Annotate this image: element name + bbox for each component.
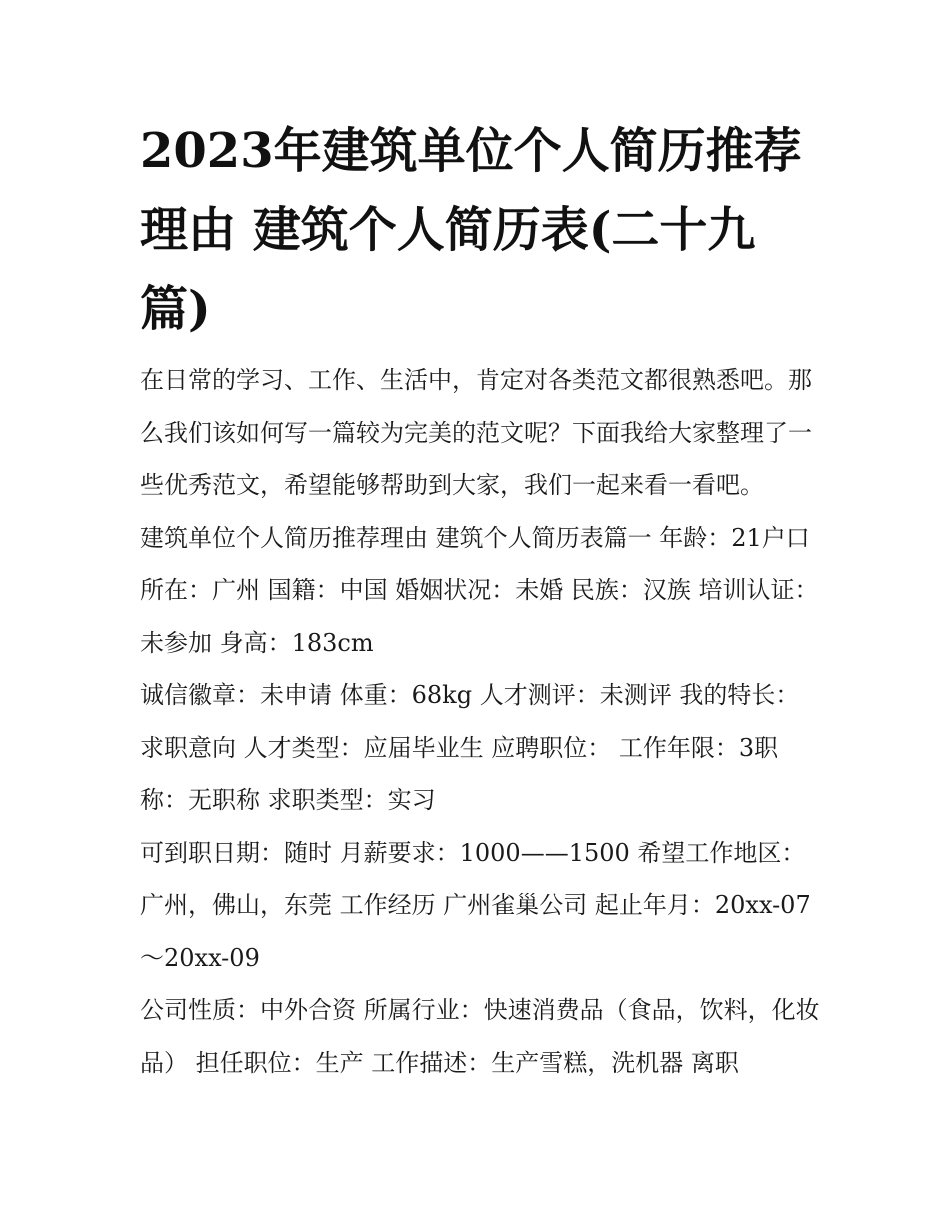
intro-paragraph: 在日常的学习、工作、生活中，肯定对各类范文都很熟悉吧。那么我们该如何写一篇较为完美的范文呢？下面我给大家整理了一些优秀范文，希望能够帮助到大家，我们一起来看一看吧。 — [140, 366, 812, 499]
resume-work-history-paragraph: 可到职日期：随时 月薪要求：1000——1500 希望工作地区：广州，佛山，东莞 工作经历 广州雀巢公司 起止年月：20xx-07～20xx-09 — [140, 838, 811, 972]
document-title: 2023年建筑单位个人简历推荐理由 建筑个人简历表(二十九篇) — [140, 123, 802, 337]
resume-job-intention-paragraph: 诚信徽章：未申请 体重：68kg 人才测评：未测评 我的特长：求职意向 人才类型：应届毕业生 应聘职位： 工作年限：3职称：无职称 求职类型：实习 — [140, 681, 800, 814]
resume-company-details-paragraph: 公司性质：中外合资 所属行业：快速消费品（食品，饮料，化妆品） 担任职位：生产 工作描述：生产雪糕，洗机器 离职 — [140, 996, 820, 1077]
resume-basic-info-paragraph: 建筑单位个人简历推荐理由 建筑个人简历表篇一 年龄：21户口所在：广州 国籍：中国 婚姻状况：未婚 民族：汉族 培训认证：未参加 身高：183cm — [140, 523, 819, 657]
document-body — [140, 354, 820, 1089]
